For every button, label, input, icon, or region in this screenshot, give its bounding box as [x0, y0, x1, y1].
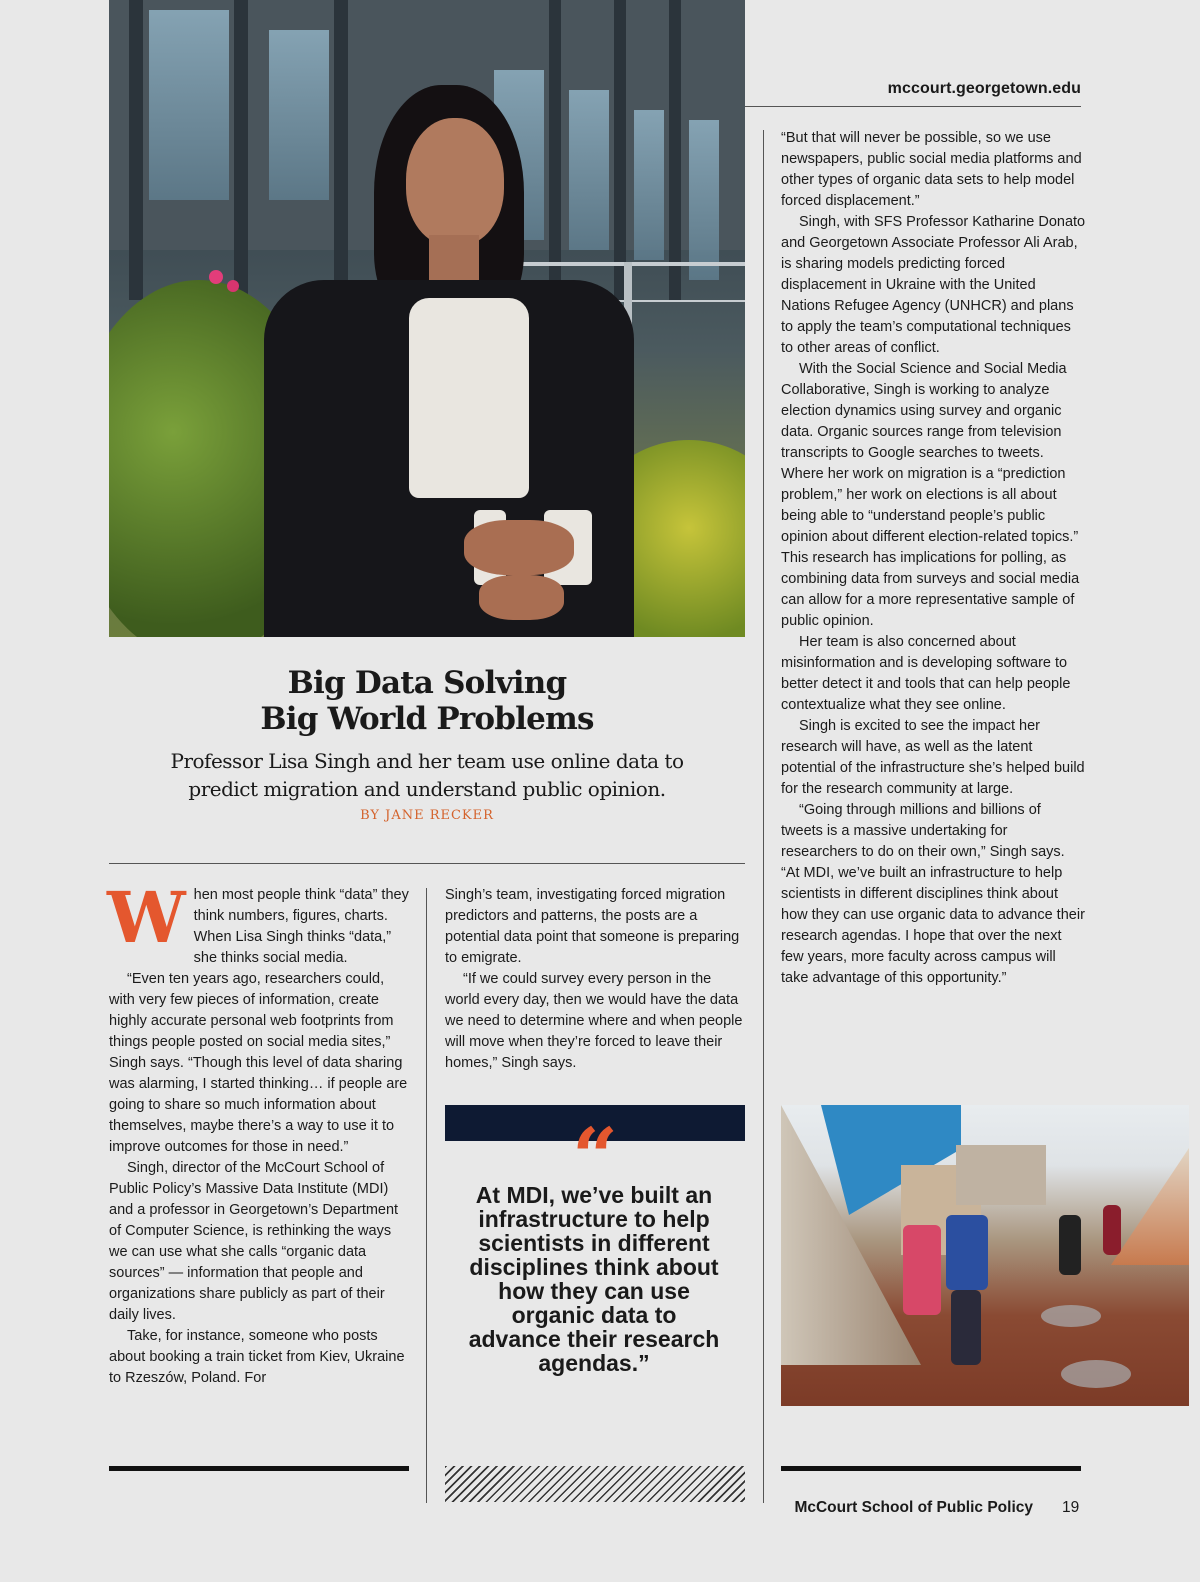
paragraph: Take, for instance, someone who posts about booking a train ticket from Kiev, Ukraine to Rzeszów, Poland. For	[109, 1328, 405, 1386]
quote-mark-icon: “	[571, 1110, 618, 1204]
headline-line-1: Big Data Solving	[287, 665, 567, 701]
title-rule	[109, 863, 745, 864]
footer-publication: McCourt School of Public Policy	[794, 1499, 1033, 1516]
article-column-2	[445, 885, 745, 1074]
paragraph: Her team is also concerned about misinformation and is developing software to better detect it and tools that can help people contextualize what they see online.	[781, 634, 1071, 713]
hatched-rule	[445, 1466, 745, 1502]
paragraph: Singh, with SFS Professor Katharine Donato and Georgetown Associate Professor Ali Arab, is sharing models predicting forced displacement in Ukraine with the United Nations Refugee Agency (UNHCR) and plans to apply the team’s computational techniques to other areas of conflict.	[781, 214, 1086, 356]
article-column-3	[781, 128, 1086, 989]
page-number: 19	[1062, 1499, 1080, 1516]
byline: BY JANE RECKER	[360, 808, 494, 823]
refugee-camp-photo	[781, 1105, 1189, 1406]
column-end-bar	[109, 1466, 409, 1471]
drop-cap: W	[107, 876, 186, 959]
portrait-photo	[109, 0, 745, 637]
paragraph: “Even ten years ago, researchers could, with very few pieces of information, create highly accurate personal web footprints from things people posted on social media sites,” Singh says. “Though this level of data sharing was alarming, I started thinking… if people are going to share so much information about themselves, maybe there’s a way to use it to improve outcomes for those in need.”	[109, 971, 408, 1155]
paragraph: Singh is excited to see the impact her research will have, as well as the latent potential of the infrastructure she’s helped build for the research community at large.	[781, 718, 1085, 797]
headline	[109, 665, 745, 737]
paragraph: “Going through millions and billions of tweets is a massive undertaking for researchers to do on their own,” Singh says. “At MDI, we’ve built an infrastructure to help scientists in different disciplines think about how they can use organic data to advance their research agendas. I hope that over the next few years, more faculty across campus will take advantage of this opportunity.”	[781, 802, 1085, 986]
article-column-1	[107, 876, 409, 1389]
site-url: mccourt.georgetown.edu	[887, 80, 1081, 97]
pull-quote: At MDI, we’ve built an infrastructure to help scientists in different disciplines think about how they can use organic data to advance their research agendas.”	[468, 1182, 720, 1376]
paragraph: “But that will never be possible, so we use newspapers, public social media platforms and other types of organic data sets to help model forced displacement.”	[781, 130, 1082, 209]
paragraph: “If we could survey every person in the world every day, then we would have the data we need to determine where and when people will move when they’re forced to leave their homes,” Singh says.	[445, 971, 743, 1071]
column-end-bar	[781, 1466, 1081, 1471]
paragraph: hen most people think “data” they think numbers, figures, charts. When Lisa Singh thinks “data,” she thinks social media.	[193, 887, 409, 966]
subheadline	[109, 747, 745, 803]
paragraph: With the Social Science and Social Media Collaborative, Singh is working to analyze election dynamics using survey and organic data. Organic sources range from television transcripts to Google searches to tweets. Where her work on migration is a “prediction problem,” her work on elections is all about being able to “understand people’s public opinion about different election-related topics.” This research has implications for polling, as combining data from surveys and social media can allow for a more representative sample of public opinion.	[781, 361, 1080, 629]
column-divider	[426, 888, 427, 1503]
column-divider	[763, 130, 764, 1503]
subhead-line-2: predict migration and understand public opinion.	[188, 777, 666, 801]
header-rule	[745, 106, 1081, 107]
paragraph: Singh’s team, investigating forced migration predictors and patterns, the posts are a potential data point that someone is preparing to emigrate.	[445, 887, 740, 966]
headline-line-2: Big World Problems	[260, 701, 594, 737]
subhead-line-1: Professor Lisa Singh and her team use online data to	[170, 749, 684, 773]
paragraph: Singh, director of the McCourt School of Public Policy’s Massive Data Institute (MDI) and a professor in Georgetown’s Department of Computer Science, is rethinking the ways we can use what she calls “organic data sources” — information that people and organizations share publicly as part of their daily lives.	[109, 1160, 399, 1323]
